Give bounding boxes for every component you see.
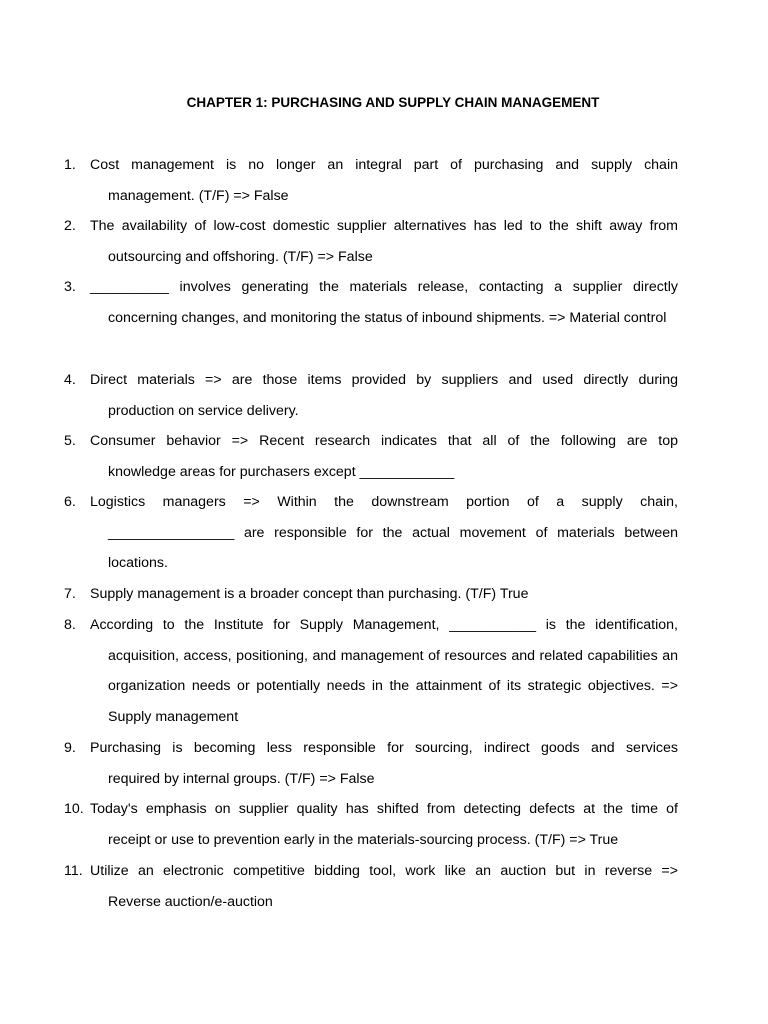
question-item bbox=[64, 365, 678, 426]
question-text-continuation: knowledge areas for purchasers except ____________ bbox=[108, 463, 455, 480]
question-item bbox=[64, 272, 678, 333]
question-item bbox=[64, 733, 678, 794]
question-item bbox=[64, 487, 678, 579]
question-item bbox=[64, 211, 678, 272]
question-text-first-line: Direct materials => are those items provided by suppliers and used directly during bbox=[90, 372, 678, 388]
question-number: 7. bbox=[64, 586, 76, 602]
question-text-continuation: production on service delivery. bbox=[108, 402, 299, 419]
question-number: 10. bbox=[64, 801, 84, 817]
question-text-first-line: According to the Institute for Supply Management, ___________ is the identification, bbox=[90, 617, 678, 633]
question-number: 1. bbox=[64, 157, 76, 173]
question-number: 9. bbox=[64, 740, 76, 756]
question-text-first-line: Supply management is a broader concept than purchasing. (T/F) True bbox=[90, 586, 529, 602]
question-text-continuation: ________________ are responsible for the actual movement of materials between locations. bbox=[108, 524, 678, 572]
question-text-first-line: Purchasing is becoming less responsible for sourcing, indirect goods and services bbox=[90, 740, 678, 756]
question-item bbox=[64, 579, 678, 610]
question-item bbox=[64, 150, 678, 211]
question-number: 2. bbox=[64, 218, 76, 234]
question-number: 3. bbox=[64, 279, 76, 295]
question-number: 11. bbox=[64, 863, 83, 879]
question-text-first-line: Cost management is no longer an integral part of purchasing and supply chain bbox=[90, 157, 678, 173]
question-text-continuation: acquisition, access, positioning, and management of resources and related capabilities an organization needs or potentially needs in the attainment of its strategic objectives. => Supply management bbox=[108, 647, 678, 725]
question-text-first-line: Logistics managers => Within the downstream portion of a supply chain, bbox=[90, 494, 678, 510]
question-text-first-line: Utilize an electronic competitive bidding tool, work like an auction but in reverse => bbox=[90, 863, 678, 879]
question-text-first-line: The availability of low-cost domestic supplier alternatives has led to the shift away from bbox=[90, 218, 678, 234]
question-text-continuation: required by internal groups. (T/F) => False bbox=[108, 770, 375, 787]
question-text-continuation: outsourcing and offshoring. (T/F) => False bbox=[108, 248, 373, 265]
question-text-first-line: __________ involves generating the materials release, contacting a supplier directly bbox=[90, 279, 678, 295]
question-number: 6. bbox=[64, 494, 76, 510]
chapter-title: CHAPTER 1: PURCHASING AND SUPPLY CHAIN MANAGEMENT bbox=[186, 95, 600, 110]
question-number: 8. bbox=[64, 617, 76, 633]
question-number: 4. bbox=[64, 372, 76, 388]
question-item bbox=[64, 610, 678, 732]
question-text-first-line: Today's emphasis on supplier quality has shifted from detecting defects at the time of bbox=[90, 801, 678, 817]
question-text-continuation: concerning changes, and monitoring the status of inbound shipments. => Material control bbox=[108, 309, 667, 326]
question-number: 5. bbox=[64, 433, 76, 449]
question-item bbox=[64, 856, 678, 917]
question-text-continuation: management. (T/F) => False bbox=[108, 187, 289, 204]
question-text-continuation: Reverse auction/e-auction bbox=[108, 893, 273, 910]
question-item bbox=[64, 794, 678, 855]
question-item bbox=[64, 426, 678, 487]
question-text-continuation: receipt or use to prevention early in the materials-sourcing process. (T/F) => True bbox=[108, 831, 619, 848]
question-text-first-line: Consumer behavior => Recent research indicates that all of the following are top bbox=[90, 433, 678, 449]
